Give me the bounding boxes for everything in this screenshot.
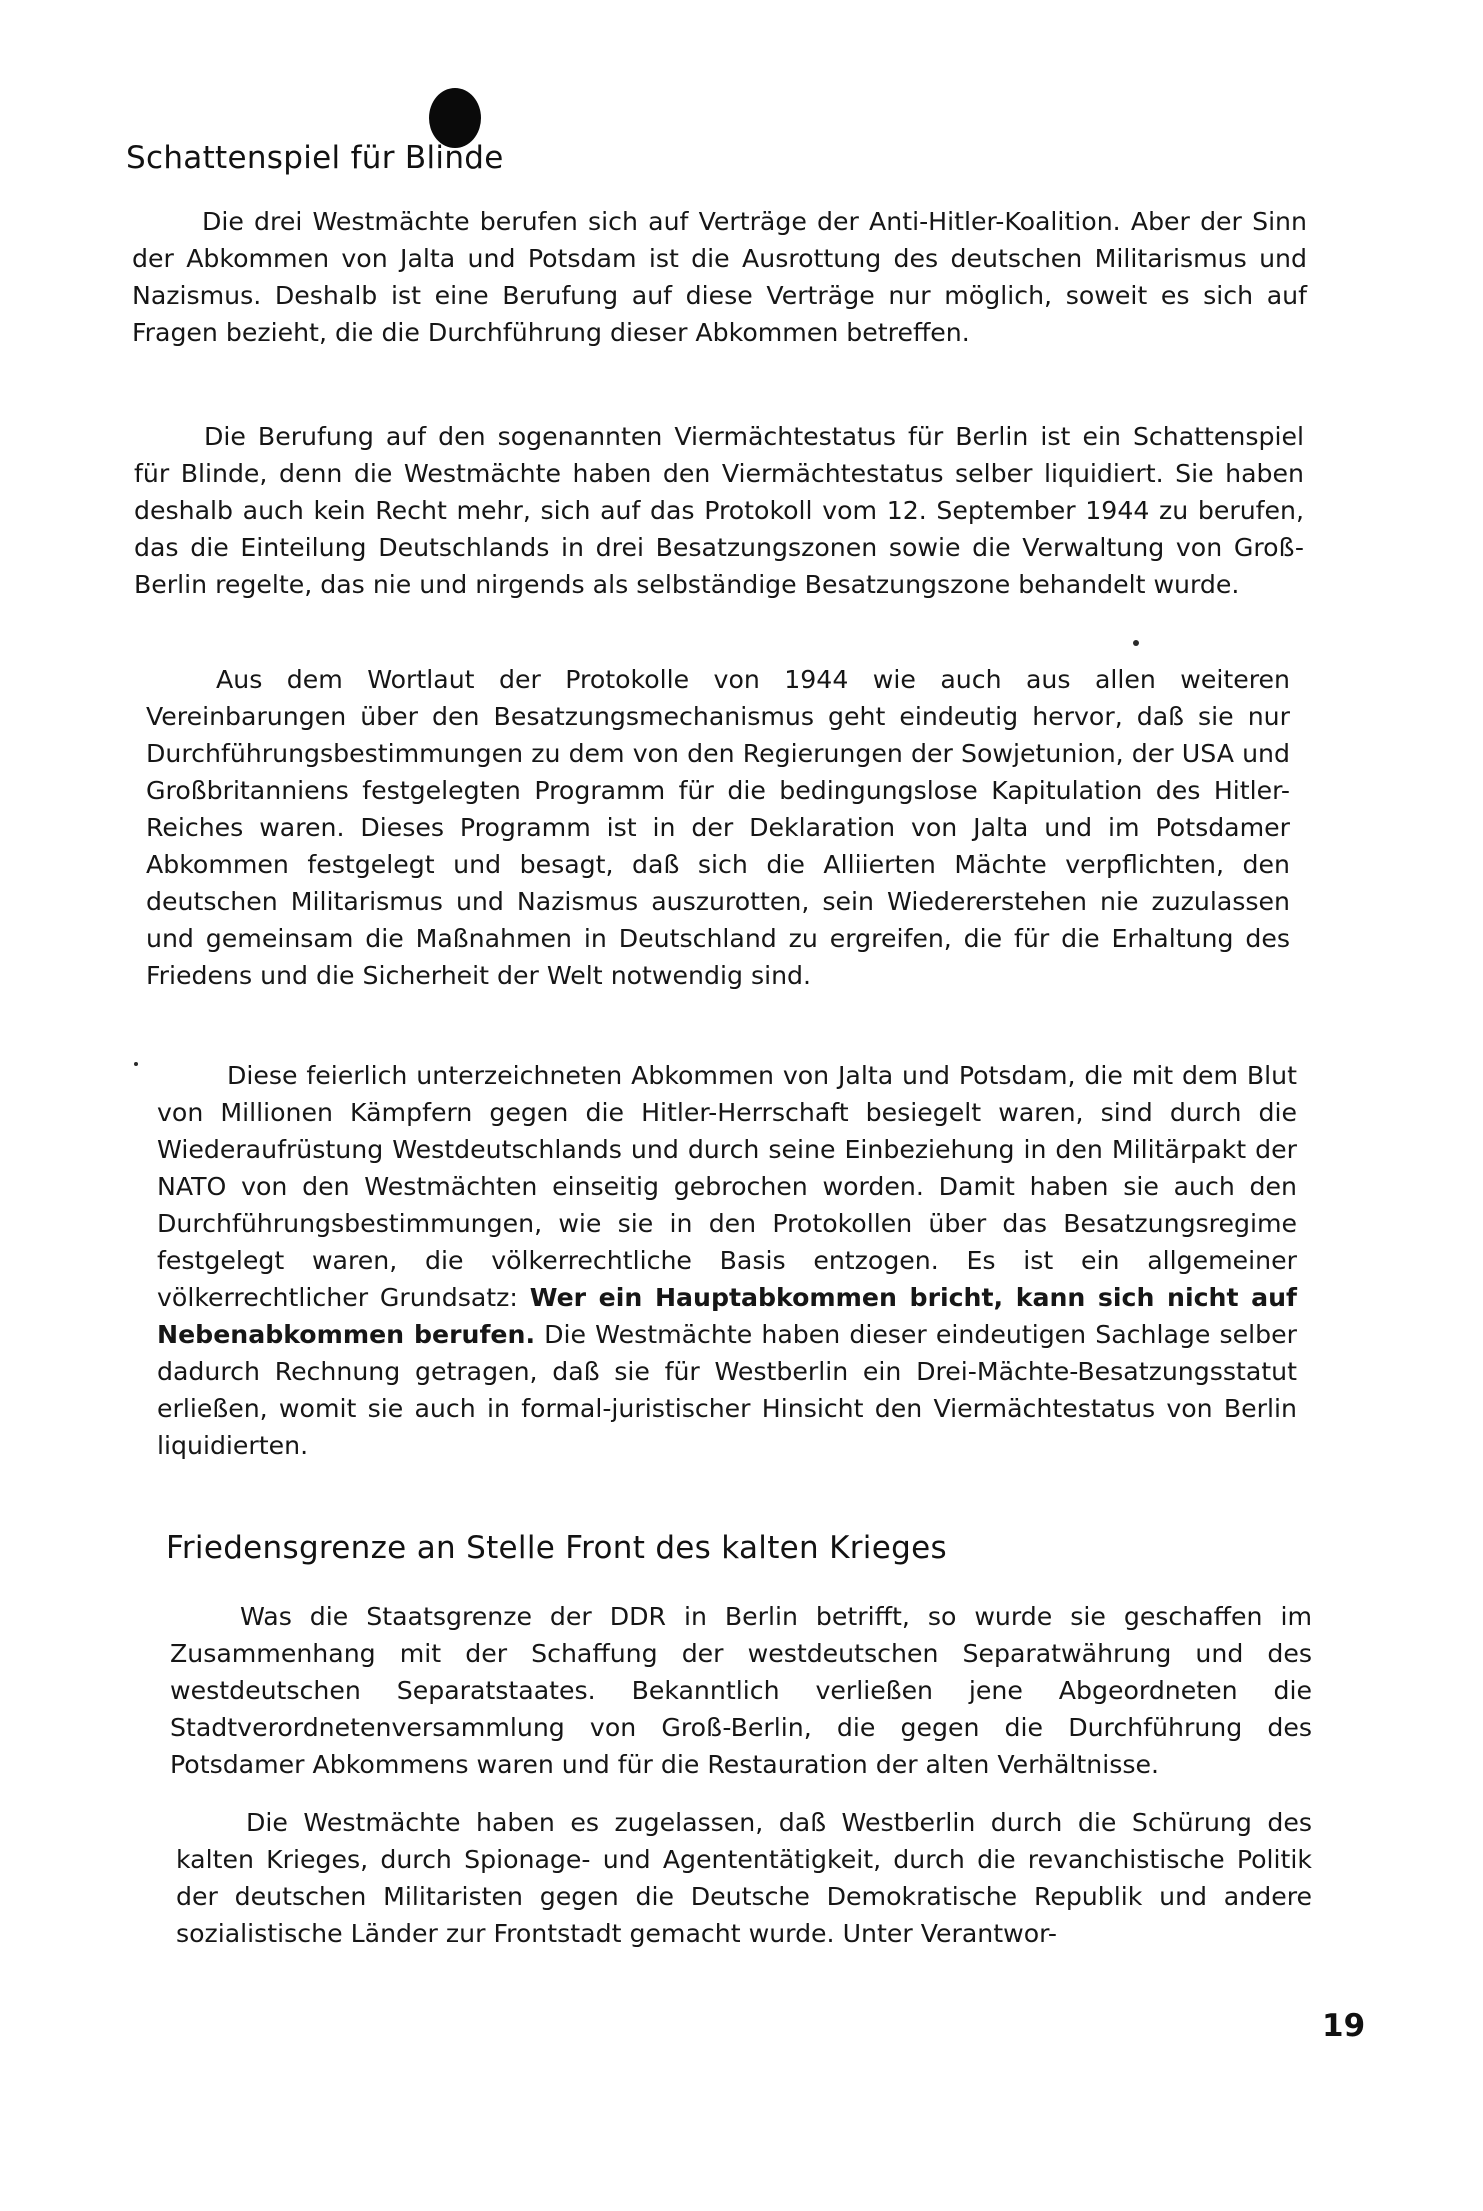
paragraph-1-text: Die drei Westmächte berufen sich auf Verträge der Anti-Hitler-Koalition. Aber der Sinn der Abkommen von Jalta und Potsdam ist die Ausrottung des deutschen Militarismus und Nazismus. Deshalb ist eine Berufung auf diese Verträge nur möglich, soweit es sich auf Fragen bezieht, die die Durchführung dieser Abkommen betreffen. bbox=[132, 207, 1307, 347]
ink-speck bbox=[1133, 640, 1139, 646]
paragraph-5-text: Was die Staatsgrenze der DDR in Berlin betrifft, so wurde sie geschaffen im Zusammenhang mit der Schaffung der westdeutschen Separatwährung und des westdeutschen Separatstaates. Bekanntlich verließen jene Abgeordneten die Stadtverordnetenversammlung von Groß-Berlin, die gegen die Durchführung des Potsdamer Abkommens waren und für die Restauration der alten Verhältnisse. bbox=[170, 1602, 1312, 1779]
ink-speck bbox=[134, 1062, 138, 1066]
paragraph-2-text: Die Berufung auf den sogenannten Viermächtestatus für Berlin ist ein Schattenspiel für Blinde, denn die Westmächte haben den Viermächtestatus selber liquidiert. Sie haben deshalb auch kein Recht mehr, sich auf das Protokoll vom 12. September 1944 zu berufen, das die Einteilung Deutschlands in drei Besatzungszonen sowie die Verwaltung von Groß-Berlin regelte, das nie und nirgends als selbständige Besatzungszone behandelt wurde. bbox=[134, 422, 1304, 599]
paragraph-3-text: Aus dem Wortlaut der Protokolle von 1944 wie auch aus allen weiteren Vereinbarungen über den Besatzungsmechanismus geht eindeutig hervor, daß sie nur Durchführungsbestimmungen zu dem von den Regierungen der Sowjetunion, der USA und Großbritanniens festgelegten Programm für die bedingungslose Kapitulation des Hitler-Reiches waren. Dieses Programm ist in der Deklaration von Jalta und im Potsdamer Abkommen festgelegt und besagt, daß sich die Alliierten Mächte verpflichten, den deutschen Militarismus und Nazismus auszurotten, sein Wiedererstehen nie zuzulassen und gemeinsam die Maßnahmen in Deutschland zu ergreifen, die für die Erhaltung des Friedens und die Sicherheit der Welt notwendig sind. bbox=[146, 665, 1290, 990]
section-title-schattenspiel: Schattenspiel für Blinde bbox=[126, 140, 504, 176]
paragraph-5 bbox=[170, 1598, 1312, 1783]
paragraph-1 bbox=[132, 203, 1307, 351]
section-title-friedensgrenze: Friedensgrenze an Stelle Front des kalten Krieges bbox=[166, 1530, 947, 1566]
paragraph-4 bbox=[157, 1057, 1297, 1464]
page-number: 19 bbox=[1322, 2008, 1366, 2044]
paragraph-6 bbox=[176, 1804, 1312, 1952]
paragraph-6-text: Die Westmächte haben es zugelassen, daß Westberlin durch die Schürung des kalten Krieges, durch Spionage- und Agententätigkeit, durch die revanchistische Politik der deutschen Militaristen gegen die Deutsche Demokratische Republik und andere sozialistische Länder zur Frontstadt gemacht wurde. Unter Verantwor- bbox=[176, 1808, 1312, 1948]
paragraph-4-bold-principle: Wer ein Hauptabkommen bricht, kann sich nicht auf Nebenabkommen berufen. bbox=[157, 1283, 1297, 1349]
paragraph-3 bbox=[146, 661, 1290, 994]
paragraph-2 bbox=[134, 418, 1304, 603]
paragraph-4-text-start: Diese feierlich unterzeichneten Abkommen von Jalta und Potsdam, die mit dem Blut von Millionen Kämpfern gegen die Hitler-Herrschaft besiegelt waren, sind durch die Wiederaufrüstung Westdeutschlands und durch seine Einbeziehung in den Militärpakt der NATO von den Westmächten einseitig gebrochen worden. Damit haben sie auch den Durchführungsbestimmungen, wie sie in den Protokollen über das Besatzungsregime festgelegt waren, die völkerrechtliche Basis entzogen. Es ist ein allgemeiner völkerrechtlicher Grundsatz: bbox=[157, 1061, 1297, 1312]
paragraph-4-text-end: Die Westmächte haben dieser eindeutigen Sachlage selber dadurch Rechnung getragen, daß sie für Westberlin ein Drei-Mächte-Besatzungsstatut erließen, womit sie auch in formal-juristischer Hinsicht den Viermächtestatus von Berlin liquidierten. bbox=[157, 1320, 1297, 1460]
